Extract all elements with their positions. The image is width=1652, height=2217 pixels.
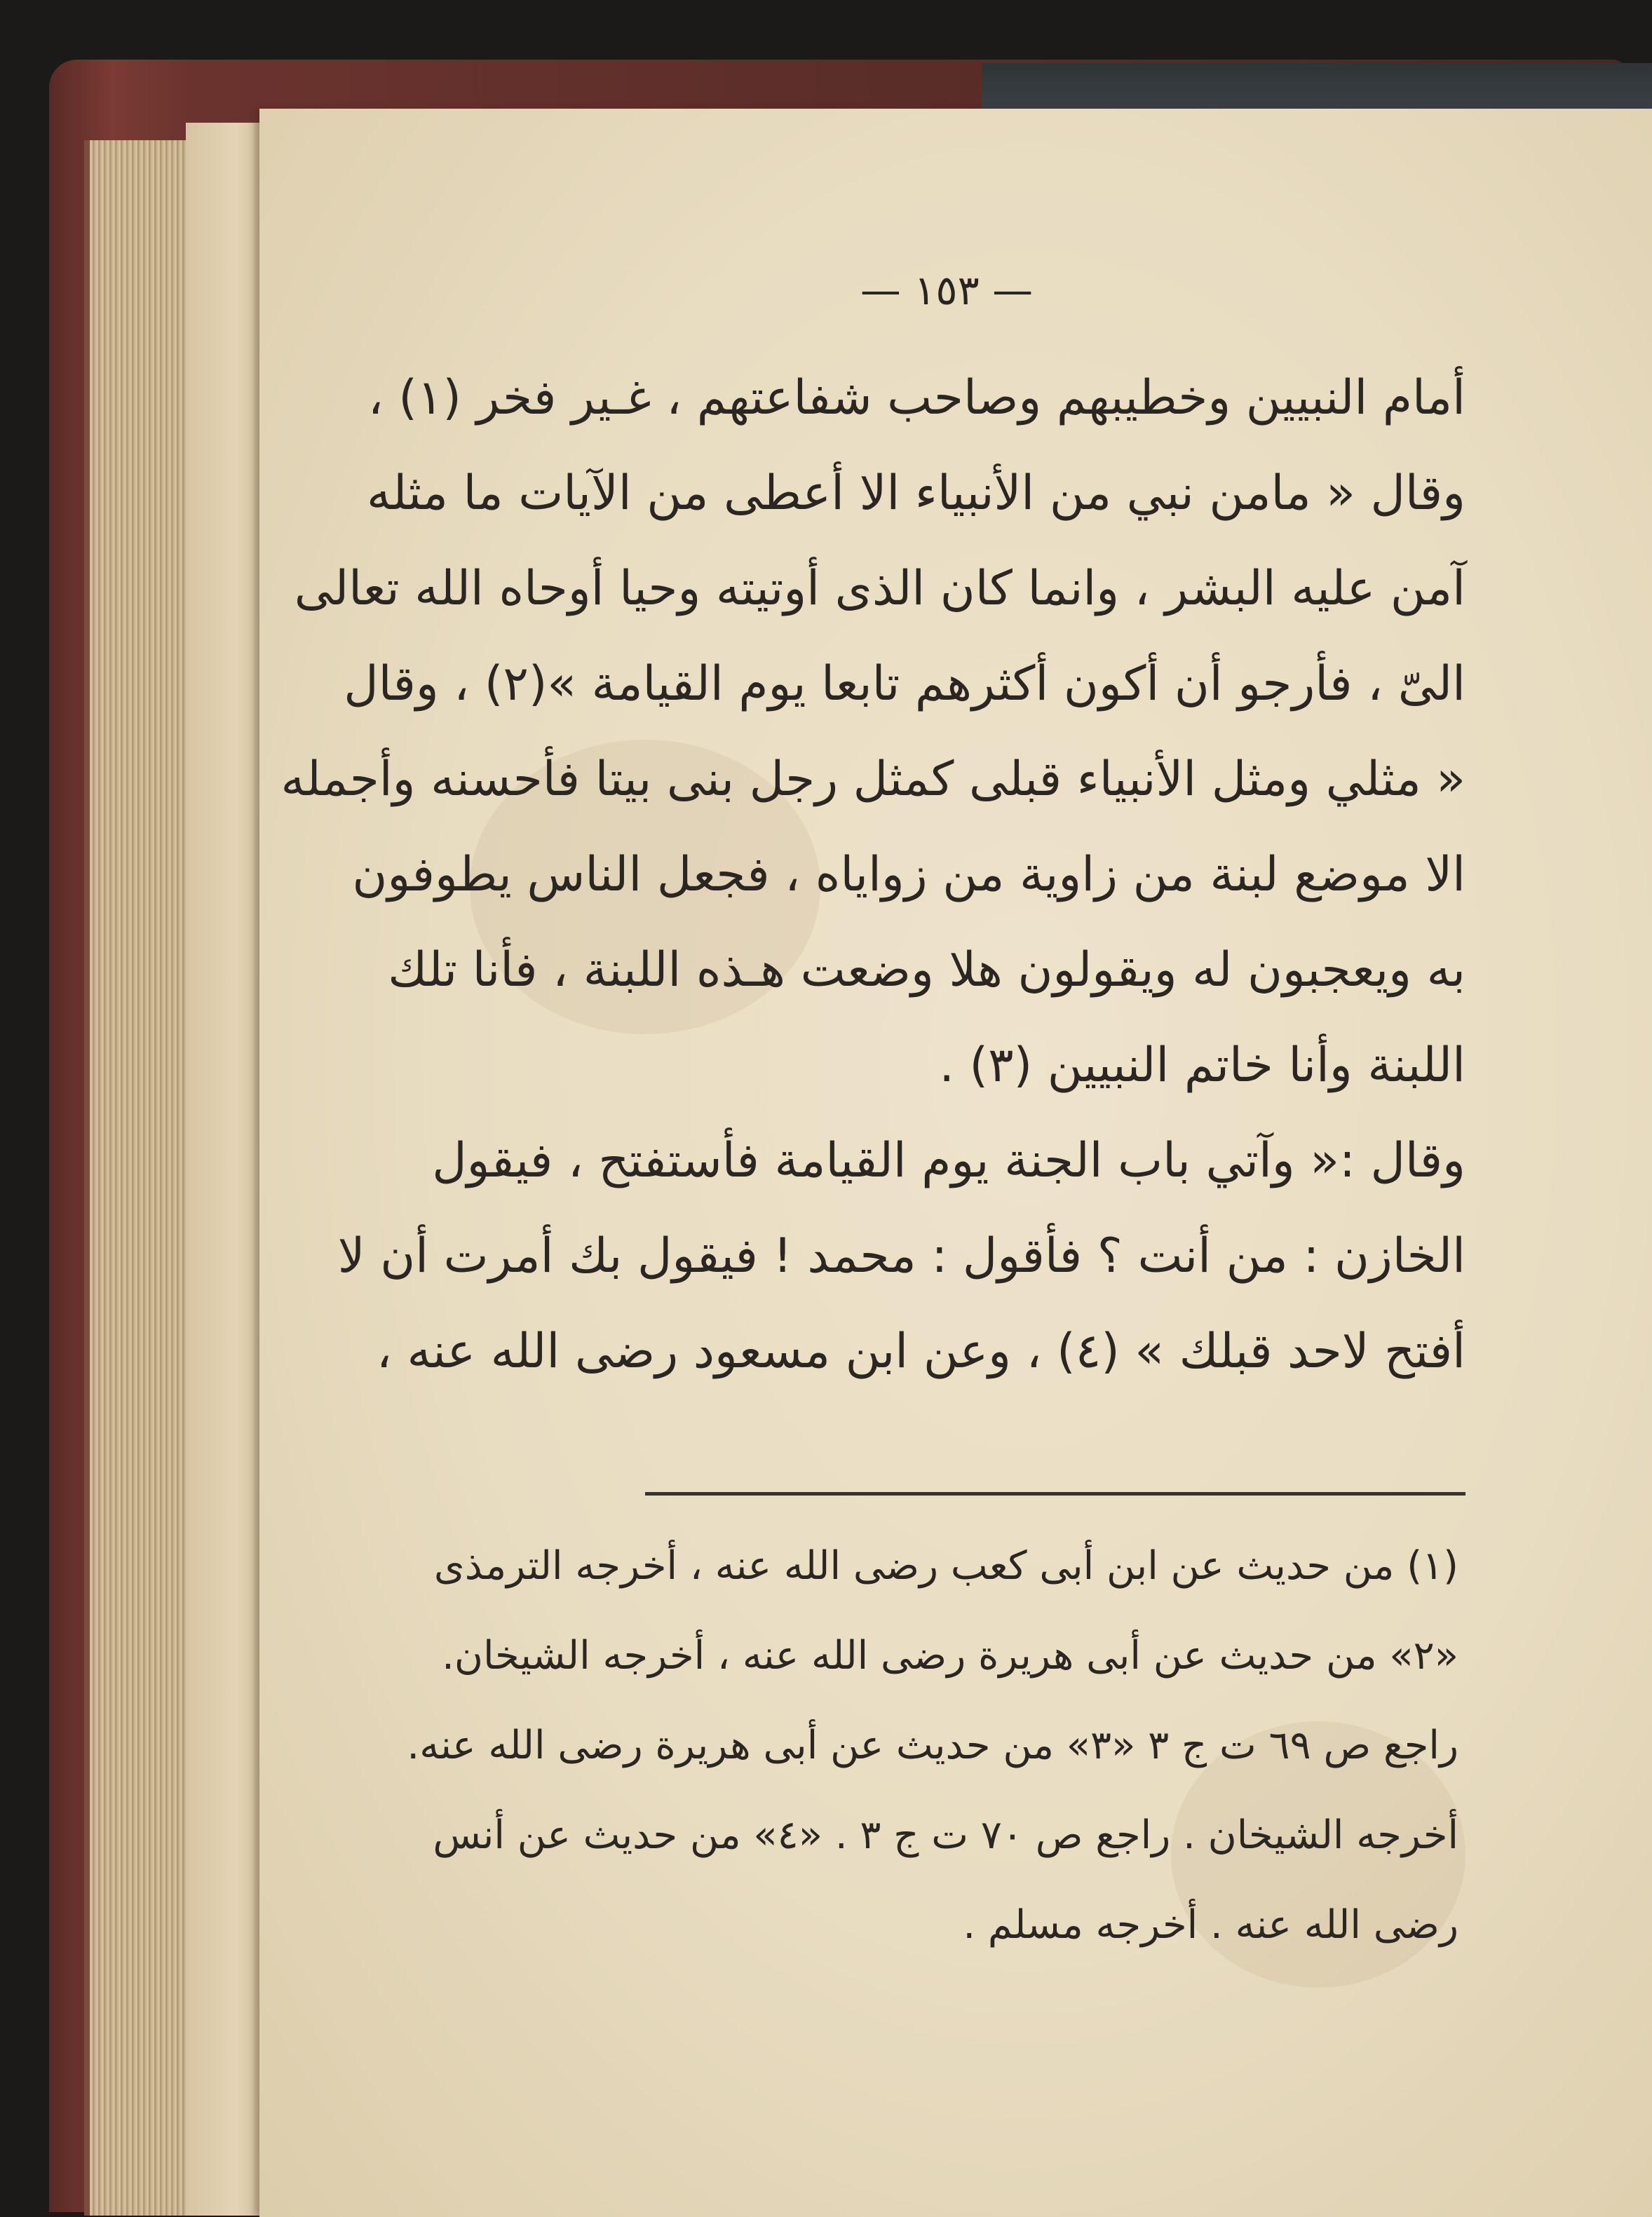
text-line: وقال « مامن نبي من الأنبياء الا أعطى من الآيات ما مثله <box>367 466 1465 521</box>
text-line: اللبنة وأنا خاتم النبيين (٣) . <box>939 1038 1465 1093</box>
text-line: وقال :« وآتي باب الجنة يوم القيامة فأستفتح ، فيقول <box>432 1133 1465 1188</box>
page-number: — ١٥٣ — <box>860 266 1034 314</box>
text-line: « مثلي ومثل الأنبياء قبلى كمثل رجل بنى بيتا فأحسنه وأجمله <box>280 752 1465 807</box>
footnote-line: راجع ص ٦٩ ت ج ٣ «٣» من حديث عن أبى هريرة رضى الله عنه. <box>407 1723 1458 1768</box>
text-line: الا موضع لبنة من زاوية من زواياه ، فجعل الناس يطوفون <box>352 847 1465 902</box>
footnote-line: (١) من حديث عن ابن أبى كعب رضى الله عنه ، أخرجه الترمذى <box>433 1543 1458 1589</box>
main-text <box>280 351 1465 1399</box>
text-line: آمن عليه البشر ، وانما كان الذى أوتيته وحيا أوحاه الله تعالى <box>294 561 1465 616</box>
footnote-line: «٢» من حديث عن أبى هريرة رضى الله عنه ، أخرجه الشيخان. <box>442 1633 1458 1679</box>
underlying-page <box>186 123 270 2216</box>
text-line: أمام النبيين وخطيبهم وصاحب شفاعتهم ، غـير فخر (١) ، <box>367 370 1465 426</box>
footnote-line: رضى الله عنه . أخرجه مسلم . <box>963 1902 1458 1948</box>
text-line: أفتح لاحد قبلك » (٤) ، وعن ابن مسعود رضى الله عنه ، <box>376 1324 1465 1379</box>
footnote-line: أخرجه الشيخان . راجع ص ٧٠ ت ج ٣ . «٤» من حديث عن أنس <box>433 1812 1458 1858</box>
text-line: الخازن : من أنت ؟ فأقول : محمد ! فيقول بك أمرت أن لا <box>337 1228 1465 1284</box>
text-line: به ويعجبون له ويقولون هلا وضعت هـذه اللبنة ، فأنا تلك <box>388 942 1465 998</box>
footnotes <box>407 1521 1458 1970</box>
text-line: الىّ ، فأرجو أن أكون أكثرهم تابعا يوم القيامة »(٢) ، وقال <box>344 656 1465 712</box>
page-edges <box>84 140 191 2216</box>
footnote-divider <box>645 1492 1465 1496</box>
